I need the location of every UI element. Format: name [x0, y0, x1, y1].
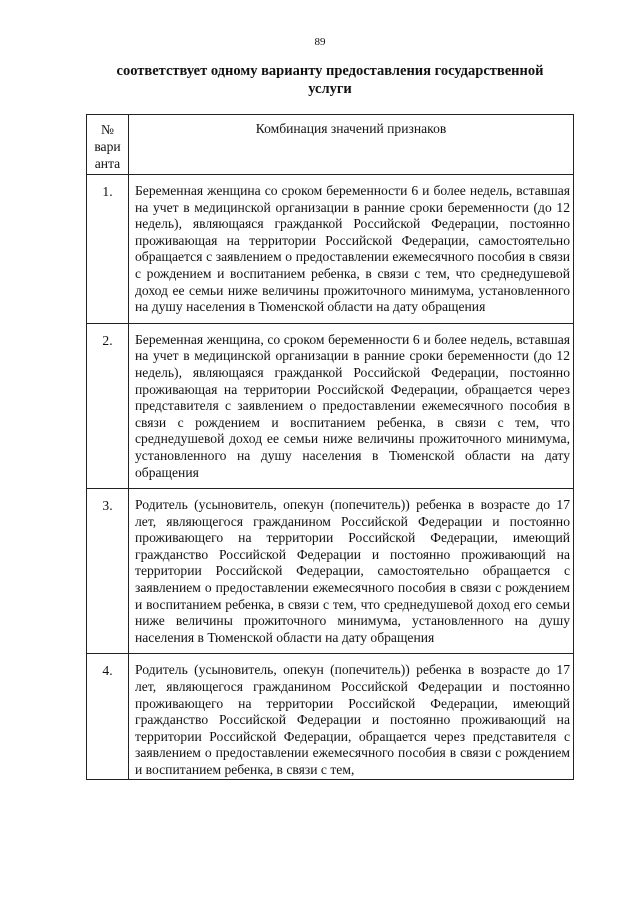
variant-description: Родитель (усыновитель, опекун (попечитель)) ребенка в возрасте до 17 лет, являющегося гражданином Российской Федерации и постоянно проживающего на территории Российской Федерации, имеющий гражданство Российской Федерации и постоянно проживающий на территории Российской Федерации, самостоятельно обращается с заявлением о предоставлении ежемесячного пособия в связи с рождением и воспитанием ребенка, в связи с тем, что среднедушевой доход его семьи ниже величины прожиточного минимума, установленного на душу населения в Тюменской области на дату обращения: [129, 489, 574, 654]
variants-table: [86, 114, 574, 780]
page-title: соответствует одному варианту предоставления государственной услуги: [116, 63, 544, 97]
variant-description: Беременная женщина, со сроком беременности 6 и более недель, вставшая на учет в медицинской организации в ранние сроки беременности (до 12 недель), являющаяся гражданкой Российской Федерации, постоянно проживающая на территории Российской Федерации, обращается через представителя с заявлением о предоставлении ежемесячного пособия в связи с рождением и воспитанием ребенка, в связи с тем, что среднедушевой доход ее семьи ниже величины прожиточного минимума, установленного на душу населения в Тюменской области на дату обращения: [129, 323, 574, 488]
variant-description: Беременная женщина со сроком беременности 6 и более недель, вставшая на учет в медицинской организации в ранние сроки беременности (до 12 недель), являющаяся гражданкой Российской Федерации, постоянно проживающая на территории Российской Федерации, самостоятельно обращается с заявлением о предоставлении ежемесячного пособия в связи с рождением и воспитанием ребенка, в связи с тем, что среднедушевой доход ее семьи ниже величины прожиточного минимума, установленного на душу населения в Тюменской области на дату обращения: [129, 175, 574, 324]
variant-number: 1.: [87, 175, 129, 324]
variant-description: Родитель (усыновитель, опекун (попечитель)) ребенка в возрасте до 17 лет, являющегося гражданином Российской Федерации и постоянно проживающего на территории Российской Федерации, имеющий гражданство Российской Федерации и постоянно проживающий на территории Российской Федерации, обращается через представителя с заявлением о предоставлении ежемесячного пособия в связи с рождением и воспитанием ребенка, в связи с тем,: [129, 654, 574, 779]
table-header-row: [87, 115, 574, 175]
table-row: [87, 323, 574, 488]
column-header-combination: Комбинация значений признаков: [129, 115, 574, 175]
page-number: 89: [314, 36, 326, 48]
variant-number: 4.: [87, 654, 129, 779]
variant-number: 2.: [87, 323, 129, 488]
table-row: [87, 489, 574, 654]
column-header-number: № вари анта: [87, 115, 129, 175]
table-row: [87, 654, 574, 779]
variant-number: 3.: [87, 489, 129, 654]
table-row: [87, 175, 574, 324]
